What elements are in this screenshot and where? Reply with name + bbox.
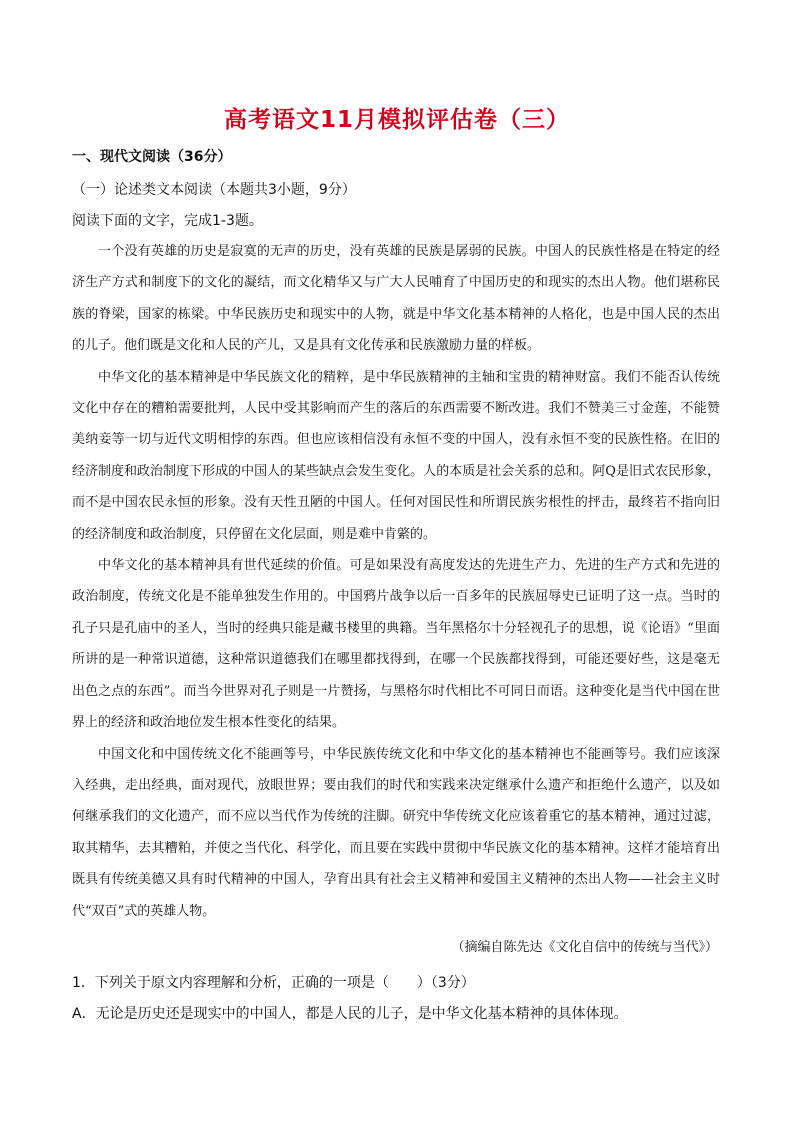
passage-paragraph-3: 中华文化的基本精神具有世代延续的价值。可是如果没有高度发达的先进生产力、先进的生产方式和先进的政治制度，传统文化是不能单独发生作用的。中国鸦片战争以后一百多年的民族屈辱史已证明了这一点。当时的孔子只是孔庙中的圣人，当时的经典只能是藏书楼里的典籍。当年黑格尔十分轻视孔子的思想，说《论语》“里面所讲的是一种常识道德，这种常识道德我们在哪里都找得到，在哪一个民族都找得到，可能还要好些，这是毫无出色之点的东西”。而当今世界对孔子则是一片赞扬，与黑格尔时代相比不可同日而语。这种变化是当代中国在世界上的经济和政治地位发生根本性变化的结果。: [72, 558, 720, 731]
passage-paragraph-1: 一个没有英雄的历史是寂寞的无声的历史，没有英雄的民族是孱弱的民族。中国人的民族性格是在特定的经济生产方式和制度下的文化的凝结，而文化精华又与广大人民哺育了中国历史的和现实的杰出人物。他们堪称民族的脊梁，国家的栋梁。中华民族历史和现实中的人物，就是中华文化基本精神的人格化，也是中国人民的杰出的儿子。他们既是文化和人民的产儿，又是具有文化传承和民族激励力量的样板。: [72, 244, 720, 354]
subsection-heading: （一）论述类文本阅读（本题共3小题，9分）: [72, 182, 356, 198]
passage-paragraph-2: 中华文化的基本精神是中华民族文化的精粹，是中华民族精神的主轴和宝贵的精神财富。我们不能否认传统文化中存在的糟粕需要批判，人民中受其影响而产生的落后的东西需要不断改进。我们不赞美三寸金莲，不能赞美纳妾等一切与近代文明相悖的东西。但也应该相信没有永恒不变的中国人，没有永恒不变的民族性格。在旧的经济制度和政治制度下形成的中国人的某些缺点会发生变化。人的本质是社会关系的总和。阿Q是旧式农民形象，而不是中国农民永恒的形象。没有天性丑陋的中国人。任何对国民性和所谓民族劣根性的抨击，最终若不指向旧的经济制度和政治制度，只停留在文化层面，则是难中肯綮的。: [72, 369, 720, 542]
passage-paragraph-4: 中国文化和中国传统文化不能画等号，中华民族传统文化和中华文化的基本精神也不能画等号。我们应该深入经典，走出经典，面对现代，放眼世界；要由我们的时代和实践来决定继承什么遗产和拒绝什么遗产，以及如何继承我们的文化遗产，而不应以当代作为传统的注脚。研究中华传统文化应该着重它的基本精神，通过过滤，取其精华，去其糟粕，并使之当代化、科学化，而且要在实践中贯彻中华民族文化的基本精神。这样才能培育出既具有传统美德又具有时代精神的中国人，孕育出具有社会主义精神和爱国主义精神的杰出人物——社会主义时代“双百”式的英雄人物。: [72, 746, 720, 919]
question-1: 1．下列关于原文内容理解和分析，正确的一项是（ ）（3分）: [72, 975, 475, 991]
passage-source: （摘编自陈先达《文化自信中的传统与当代》）: [451, 940, 718, 955]
page-title: 高考语文11月模拟评估卷（三）: [223, 107, 570, 133]
reading-instruction: 阅读下面的文字，完成1-3题。: [72, 213, 263, 229]
section-heading: 一、现代文阅读（36分）: [72, 149, 232, 165]
reading-passage: [72, 236, 720, 927]
question-1-option-a: A．无论是历史还是现实中的中国人，都是人民的儿子，是中华文化基本精神的具体体现。: [72, 1006, 628, 1022]
